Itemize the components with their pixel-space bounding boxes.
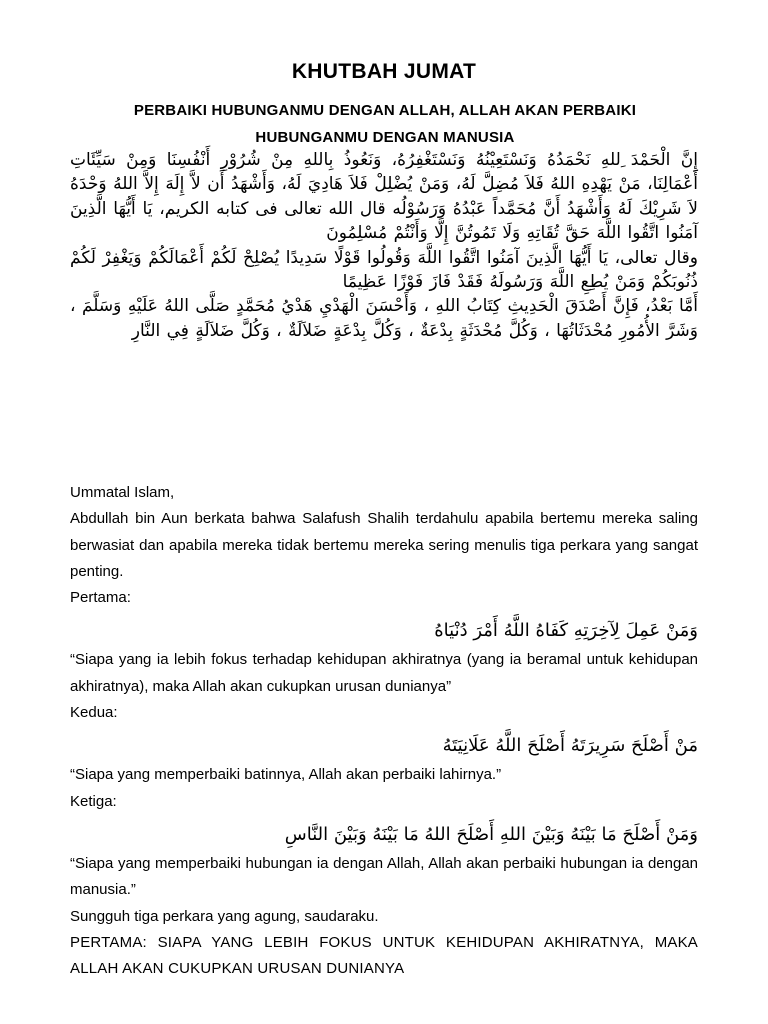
page-title: KHUTBAH JUMAT	[291, 60, 477, 83]
opening-arabic-block	[70, 148, 698, 343]
point-2-label: Kedua:	[70, 704, 118, 722]
point-3-translation: “Siapa yang memperbaiki hubungan ia dengan Allah, Allah akan perbaiki hubungan ia dengan manusia.”	[70, 854, 698, 899]
point-2-arabic: مَنْ أَصْلَحَ سَرِيرَتَهُ أَصْلَحَ اللَّهُ عَلَانِيَتَهُ	[442, 735, 698, 757]
subtitle-line-1: PERBAIKI HUBUNGANMU DENGAN ALLAH, ALLAH AKAN PERBAIKI	[133, 102, 637, 119]
emphasis-paragraph: PERTAMA: SIAPA YANG LEBIH FOKUS UNTUK KEHIDUPAN AKHIRATNYA, MAKA ALLAH AKAN CUKUPKAN URUSAN DUNIANYA	[70, 933, 698, 978]
point-1-translation: “Siapa yang ia lebih fokus terhadap kehidupan akhiratnya (yang ia beramal untuk kehidupan akhiratnya), maka Allah akan cukupkan urusan dunianya”	[70, 651, 698, 695]
opening-arabic-paragraph-3: أَمَّا بَعْدُ، فَإِنَّ أَصْدَقَ الْحَدِيثِ كِتَابُ اللهِ ، وَأَحْسَنَ الْهَدْيِ هَدْيُ مُحَمَّدٍ صَلَّى اللهُ عَلَيْهِ وَسَلَّمَ ، وَشَرَّ الأُمُورِ مُحْدَثَاتُهَا ، وَكُلَّ مُحْدَثَةٍ بِدْعَةٌ ، وَكُلَّ بِدْعَةٍ ضَلاَلَةٌ ، وَكُلَّ ضَلاَلَةٍ فِي النَّارِ	[70, 296, 698, 341]
point-1-label: Pertama:	[70, 589, 131, 607]
point-1-arabic: وَمَنْ عَمِلَ لِآخِرَتِهِ كَفَاهُ اللَّهُ أَمْرَ دُنْيَاهُ	[434, 620, 698, 642]
point-3-label: Ketiga:	[70, 792, 117, 810]
closing-line: Sungguh tiga perkara yang agung, saudaraku.	[70, 907, 379, 925]
opening-arabic-paragraph-1: إِنَّ الْحَمْدَ ِللهِ نَحْمَدُهُ وَنَسْتَعِيْنُهُ وَنَسْتَغْفِرُهُ، وَنَعُوذُ بِاللهِ مِنْ شُرُوْرِ أَنْفُسِنَا وَمِنْ سَيِّئَاتِ أَعْمَالِنَا، مَنْ يَهْدِهِ اللهُ فَلاَ مُضِلَّ لَهُ، وَمَنْ يُضْلِلْ فَلاَ هَادِيَ لَهُ، وَأَشْهَدُ أَن لاَّ إِلَهَ إِلاَّ اللهُ وَحْدَهُ لاَ شَرِيْكَ لَهُ وَأَشْهَدُ أَنَّ مُحَمَّداً عَبْدُهُ وَرَسُوْلُه قال الله تعالى فى كتابه الكريم، يَا أَيُّهَا الَّذِينَ آمَنُوا اتَّقُوا اللَّهَ حَقَّ تُقَاتِهِ وَلَا تَمُوتُنَّ إِلَّا وَأَنْتُمْ مُسْلِمُونَ	[70, 150, 698, 244]
subtitle-line-2: HUBUNGANMU DENGAN MANUSIA	[255, 129, 515, 146]
point-3-arabic: وَمَنْ أَصْلَحَ مَا بَيْنَهُ وَبَيْنَ اللهِ أَصْلَحَ اللهُ مَا بَيْنَهُ وَبَيْنَ النَّاسِ	[284, 823, 698, 845]
sermon-body	[70, 480, 698, 982]
intro-paragraph: Abdullah bin Aun berkata bahwa Salafush Shalih terdahulu apabila bertemu mereka saling berwasiat dan apabila mereka tidak bertemu mereka sering menulis tiga perkara yang sangat penting.	[70, 510, 698, 580]
opening-arabic-paragraph-2: وقال تعالى، يَا أَيُّهَا الَّذِينَ آمَنُوا اتَّقُوا اللَّهَ وَقُولُوا قَوْلًا سَدِيدًا يُصْلِحْ لَكُمْ أَعْمَالَكُمْ وَيَغْفِرْ لَكُمْ ذُنُوبَكُمْ وَمَنْ يُطِعِ اللَّهَ وَرَسُولَهُ فَقَدْ فَازَ فَوْزًا عَظِيمًا	[70, 247, 698, 293]
page-subtitle	[70, 97, 700, 151]
greeting: Ummatal Islam,	[70, 484, 175, 501]
point-2-translation: “Siapa yang memperbaiki batinnya, Allah akan perbaiki lahirnya.”	[70, 766, 502, 784]
